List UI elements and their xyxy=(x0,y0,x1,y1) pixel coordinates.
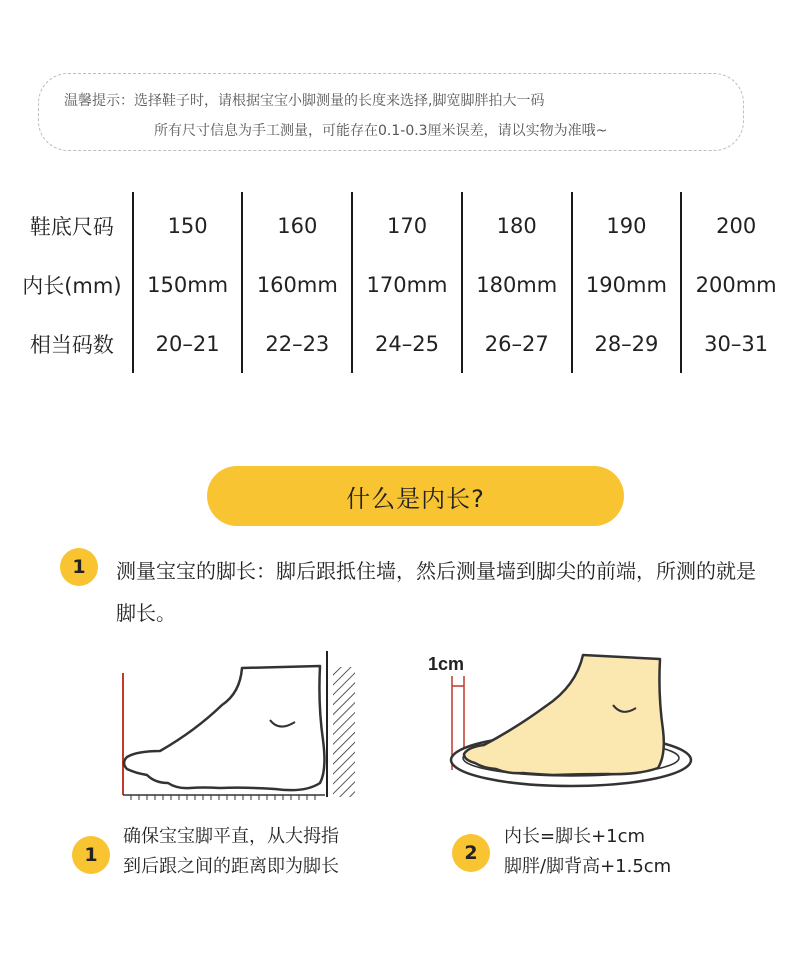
caption-2-text xyxy=(504,822,671,882)
section-title-pill xyxy=(207,466,624,526)
size-table xyxy=(12,192,790,373)
table-cell: 20–21 xyxy=(133,314,243,373)
caption-2-badge xyxy=(452,834,490,872)
caption-2-line-2: 脚胖/脚背高+1.5cm xyxy=(504,856,672,877)
notice-line-1: 温馨提示：选择鞋子时，请根据宝宝小脚测量的长度来选择,脚宽脚胖拍大一码 xyxy=(64,93,545,109)
table-cell: 150mm xyxy=(133,255,243,314)
table-cell: 180 xyxy=(462,192,572,255)
table-cell: 24–25 xyxy=(352,314,462,373)
notice-box xyxy=(38,73,744,151)
table-cell: 170 xyxy=(352,192,462,255)
step-number: 1 xyxy=(72,556,86,578)
row-label: 内长(mm) xyxy=(22,273,122,298)
row-label: 相当码数 xyxy=(29,332,114,357)
table-cell: 30–31 xyxy=(681,314,790,373)
table-row xyxy=(12,314,790,373)
table-cell: 200 xyxy=(681,192,790,255)
table-cell: 190mm xyxy=(572,255,682,314)
caption-2-line-1: 内长=脚长+1cm xyxy=(504,826,646,847)
table-cell: 170mm xyxy=(352,255,462,314)
table-cell: 28–29 xyxy=(572,314,682,373)
one-cm-label: 1cm xyxy=(428,654,465,674)
caption-1-number: 1 xyxy=(84,844,98,866)
table-cell: 190 xyxy=(572,192,682,255)
table-row xyxy=(12,255,790,314)
foot-shape xyxy=(464,655,664,775)
table-cell: 22–23 xyxy=(242,314,352,373)
table-cell: 160 xyxy=(242,192,352,255)
caption-1-line-2: 到后跟之间的距离即为脚长 xyxy=(123,856,339,877)
caption-1-text xyxy=(123,822,339,882)
table-row xyxy=(12,192,790,255)
caption-1-badge xyxy=(72,836,110,874)
table-cell: 150 xyxy=(133,192,243,255)
caption-1-line-1: 确保宝宝脚平直，从大拇指 xyxy=(123,826,339,847)
caption-2-number: 2 xyxy=(464,842,478,864)
intro-text: 测量宝宝的脚长：脚后跟抵住墙，然后测量墙到脚尖的前端，所测的就是脚长。 xyxy=(116,559,756,625)
row-label: 鞋底尺码 xyxy=(29,214,114,239)
notice-line-2: 所有尺寸信息为手工测量，可能存在0.1-0.3厘米误差，请以实物为准哦~ xyxy=(154,123,608,139)
table-cell: 180mm xyxy=(462,255,572,314)
foot-on-insole-illustration xyxy=(428,650,698,790)
foot-against-wall-illustration xyxy=(115,645,365,805)
wall-hatch xyxy=(333,667,355,797)
foot-outline xyxy=(124,666,324,790)
step-number-badge xyxy=(60,548,98,586)
table-cell: 200mm xyxy=(681,255,790,314)
section-title: 什么是内长? xyxy=(346,484,485,513)
table-cell: 26–27 xyxy=(462,314,572,373)
table-cell: 160mm xyxy=(242,255,352,314)
